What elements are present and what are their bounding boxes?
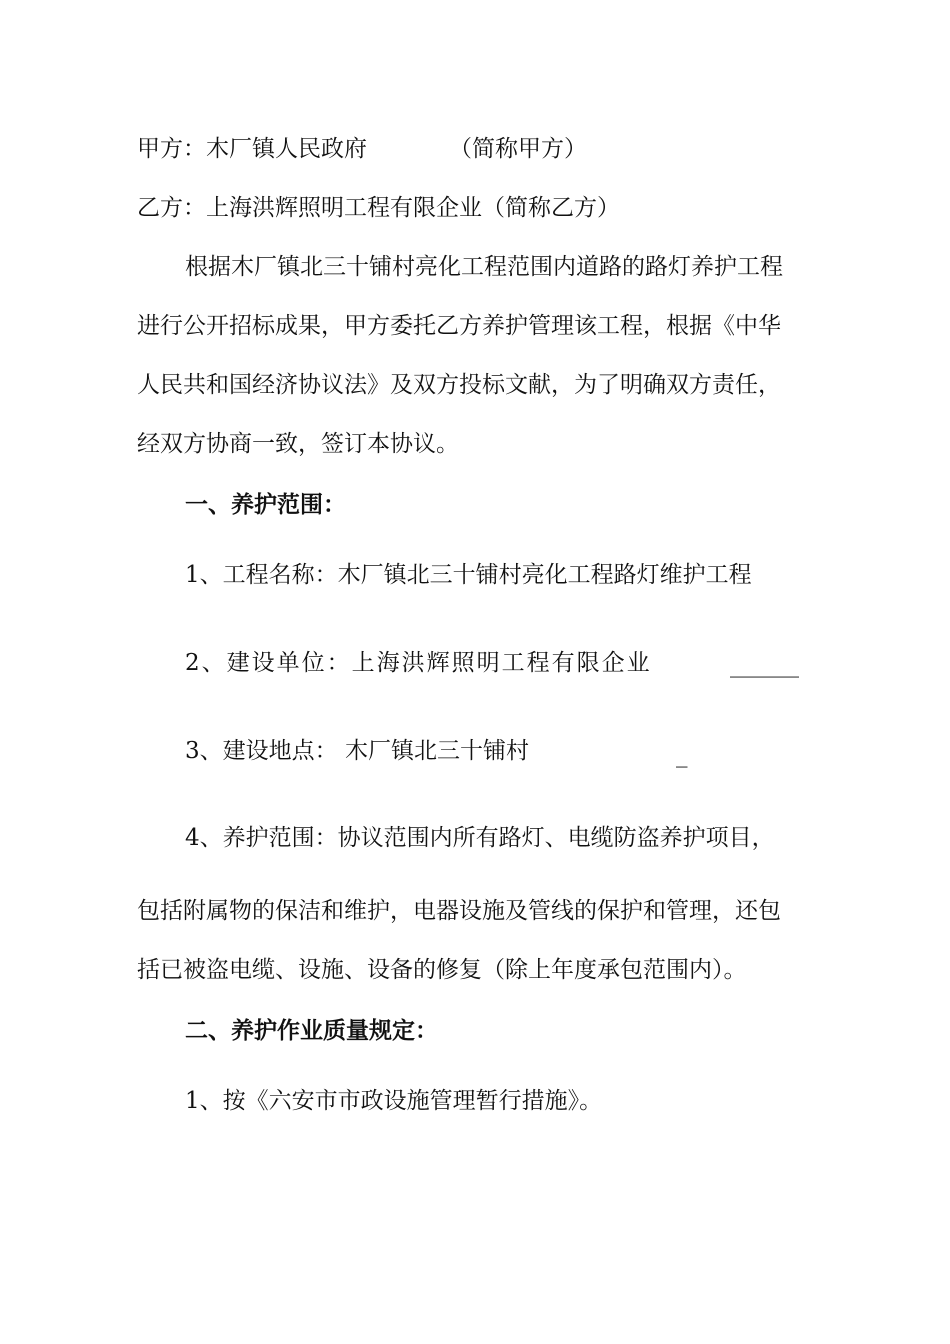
section-1-item-2: 2、建设单位：上海洪辉照明工程有限企业 xyxy=(185,650,652,676)
preamble-line-3: 人民共和国经济协议法》及双方投标文献，为了明确双方责任， xyxy=(137,372,781,398)
section-1-item-4-line-3: 括已被盗电缆、设施、设备的修复（除上年度承包范围内）。 xyxy=(137,957,747,983)
section-2-item-1: 1、按《六安市市政设施管理暂行措施》。 xyxy=(185,1088,603,1114)
section-1-item-2-blank: ______ xyxy=(730,652,799,678)
preamble-line-1: 根据木厂镇北三十铺村亮化工程范围内道路的路灯养护工程 xyxy=(185,254,783,280)
party-b-line xyxy=(137,193,827,223)
party-a-line xyxy=(137,134,827,164)
preamble-line-4: 经双方协商一致，签订本协议。 xyxy=(137,431,459,457)
preamble-line-2: 进行公开招标成果，甲方委托乙方养护管理该工程，根据《中华 xyxy=(137,313,781,339)
party-a-name: 木厂镇人民政府 xyxy=(206,136,367,162)
section-1-item-4-line-1: 4、养护范围：协议范围内所有路灯、电缆防盗养护项目， xyxy=(185,825,775,851)
section-2-heading: 二、养护作业质量规定： xyxy=(185,1017,438,1044)
section-1-item-1: 1、工程名称：木厂镇北三十铺村亮化工程路灯维护工程 xyxy=(185,562,752,588)
party-b-alias: （简称乙方） xyxy=(482,195,620,221)
section-1-item-4-line-2: 包括附属物的保洁和维护，电器设施及管线的保护和管理，还包 xyxy=(137,898,781,924)
section-1-heading: 一、养护范围： xyxy=(185,491,346,518)
section-1-item-3: 3、建设地点： 木厂镇北三十铺村 xyxy=(185,738,529,764)
party-a-alias: （简称甲方） xyxy=(449,136,587,162)
party-b-name: 上海洪辉照明工程有限企业 xyxy=(206,195,482,221)
section-1-item-3-blank: _ xyxy=(676,742,688,768)
party-a-label: 甲方： xyxy=(137,136,206,162)
party-b-label: 乙方： xyxy=(137,195,206,221)
